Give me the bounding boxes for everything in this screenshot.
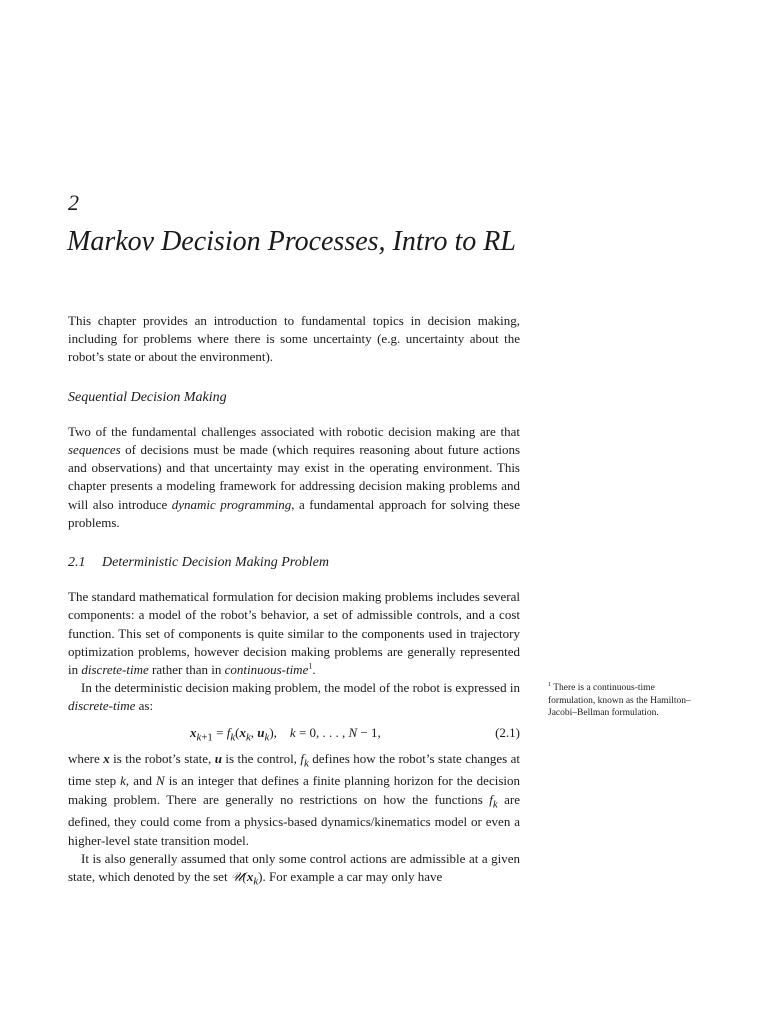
- intro-paragraph: This chapter provides an introduction to fundamental topics in decision making, including for problems where there is some uncertainty (e.g. uncertainty about the robot’s state or about the environment).: [68, 313, 520, 365]
- equation-label: (2.1): [495, 724, 520, 740]
- subsection-paragraph-1: The standard mathematical formulation for decision making problems includes several components: a model of the robot’s behavior, a set of admissible controls, and a cost function. This set of components is quite similar to the components used in trajectory optimization problems, however decision making problems are generally represented in discrete-time rather than in continuous-time$^1$.: [68, 589, 520, 678]
- main-text-column: [68, 312, 520, 891]
- sidenote-marker: 1: [548, 682, 551, 688]
- equation-2-1: [68, 716, 520, 750]
- subsection-title: Deterministic Decision Making Problem: [102, 555, 329, 571]
- subsection-paragraph-4: It is also generally assumed that only some control actions are admissible at a given state, which denoted by the set $𝒰(x_k)$. For example a car may only have: [68, 850, 520, 888]
- equation-body: $x_{k+1} = f_k(x_k$, $u_k$), k = 0, . . . , N − 1,: [190, 724, 381, 744]
- footnote-marker[interactable]: 1: [308, 661, 313, 671]
- chapter-title: Markov Decision Processes, Intro to RL: [67, 226, 516, 257]
- sidenote: [548, 679, 698, 719]
- section-paragraph: Two of the fundamental challenges associated with robotic decision making are that sequences of decisions must be made (which requires reasoning about future actions and observations) and that uncertainty may exist in the operating environment. This chapter presents a modeling framework for addressing decision making problems and will also introduce dynamic programming, a fundamental approach for solving these problems.: [68, 423, 520, 530]
- section-heading: Sequential Decision Making: [68, 389, 227, 405]
- subsection-heading: [68, 554, 520, 572]
- subsection-number: 2.1: [68, 555, 86, 571]
- subsection-paragraph-2: In the deterministic decision making problem, the model of the robot is expressed in discrete-time as:: [68, 680, 520, 714]
- sidenote-text: There is a continuous-time formulation, known as the Hamilton–Jacobi–Bellman formulation.: [548, 683, 691, 718]
- subsection-paragraph-3: where x is the robot’s state, u is the control, $f_k$ defines how the robot’s state changes at time step k, and N is an integer that defines a finite planning horizon for the decision making problem. There are generally no restrictions on how the functions $f_k$ are defined, they could come from a physics-based dynamics/kinematics model or even a higher-level state transition model.: [68, 750, 520, 848]
- chapter-number: 2: [68, 190, 79, 215]
